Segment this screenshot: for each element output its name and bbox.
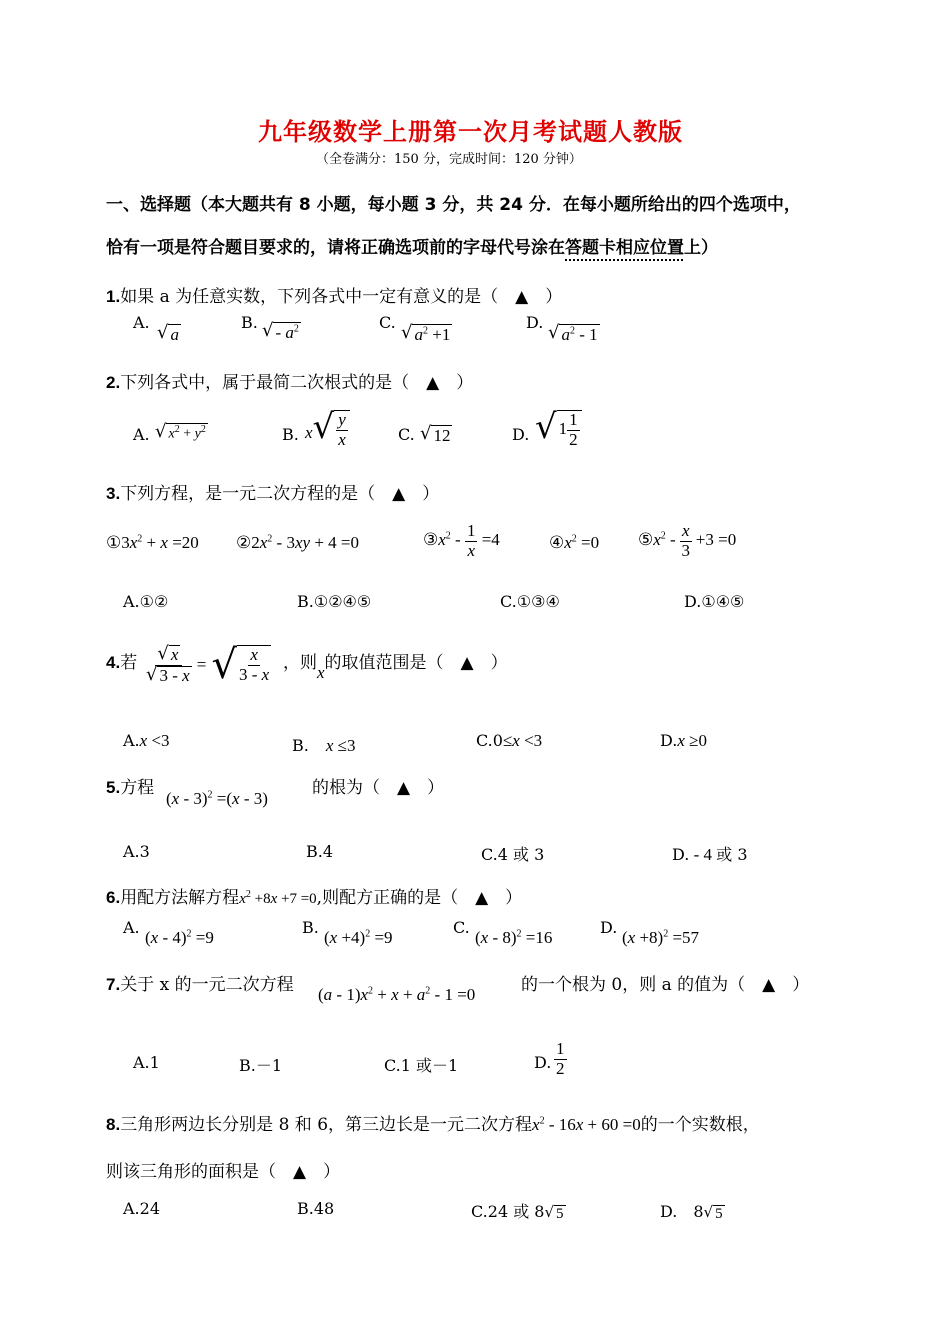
q5-option-b: B.4 bbox=[306, 842, 334, 861]
q8-option-d: D. 8 √ 5 bbox=[660, 1202, 723, 1222]
q4-option-a: A.x <3 bbox=[123, 731, 170, 750]
page-subtitle: （全卷满分：150 分，完成时间：120 分钟） bbox=[316, 152, 582, 167]
question-number: 4. bbox=[106, 653, 121, 672]
question-pre: 用配方法解方程 bbox=[120, 888, 240, 908]
q7-text: 的一个根为 0，则 a 的值为（ ▲ ） bbox=[521, 975, 810, 995]
q2-option-c-label: C. bbox=[398, 425, 415, 444]
question-2 bbox=[106, 368, 473, 393]
q4-option-c: C.0≤x <3 bbox=[476, 731, 543, 750]
q7-option-c: C.1 或－1 bbox=[384, 1056, 459, 1075]
q4-text: ，则x的取值范围是（ ▲ ） bbox=[283, 653, 508, 682]
q1-option-d-label: D. bbox=[526, 313, 544, 332]
section-heading-emphasis: 答题卡相应位置 bbox=[565, 238, 684, 258]
question-post: 的一个实数根， bbox=[640, 1115, 760, 1135]
q2-option-d-expr: √ 1 $\frac{1}{2}$ bbox=[535, 410, 582, 449]
question-pre: 方程 bbox=[120, 778, 155, 798]
q1-option-a-expr: √ a bbox=[157, 322, 179, 344]
q2-option-a-label: A. bbox=[133, 425, 150, 444]
q2-option-b-label: B. bbox=[282, 425, 299, 444]
question-8: 8.三角形两边长分别是 8 和 6，第三边长是一元二次方程$x^2 - 16x + 60 =0$的一个实数根， bbox=[106, 1115, 760, 1135]
q6-option-d-label: D. bbox=[600, 918, 618, 937]
section-heading-line1: 一、选择题（本大题共有 8 小题，每小题 3 分，共 24 分．在每小题所给出的四个选项中， bbox=[106, 195, 801, 215]
q6-option-a-expr: (x - 4)$^2$ =9 bbox=[145, 928, 214, 947]
q4-option-b: B. x ≤3 bbox=[292, 736, 356, 755]
question-text: 下列方程，是一元二次方程的是（ ▲ ） bbox=[120, 484, 440, 504]
question-number: 7. bbox=[106, 975, 121, 994]
q6-option-c-label: C. bbox=[453, 918, 470, 937]
circle-number: ④ bbox=[549, 533, 565, 552]
section-heading-line2 bbox=[106, 233, 718, 258]
circle-number: ② bbox=[236, 533, 252, 552]
q3-equation-1: $①3x^2 + x =20$ bbox=[106, 533, 199, 552]
q5-option-d: D. - 4 或 3 bbox=[672, 845, 748, 864]
q4-option-d: D.x ≥0 bbox=[660, 731, 707, 750]
section-heading-line2-b: 上） bbox=[684, 238, 718, 258]
q6-option-d-expr: $(x +8)^2 =57$ bbox=[622, 928, 700, 947]
q1-option-c-label: C. bbox=[379, 313, 396, 332]
question-text: 下列各式中，属于最简二次根式的是（ ▲ ） bbox=[120, 373, 474, 393]
circle-number: ⑤ bbox=[638, 530, 654, 550]
q7-equation: $(a - 1)x^2 + x + a^2 - 1 =0$ bbox=[318, 985, 476, 1004]
q2-option-c-expr: √ 12 bbox=[420, 423, 451, 445]
question-number: 6. bbox=[106, 888, 121, 907]
q3-option-a: A.①② bbox=[123, 592, 169, 611]
circle-number: ③ bbox=[423, 530, 439, 550]
q3-option-b: B.①②④⑤ bbox=[297, 592, 372, 611]
page-title: 九年级数学上册第一次月考试题人教版 bbox=[258, 117, 683, 146]
question-pre: 若 bbox=[120, 653, 138, 673]
q2-option-d-label: D. bbox=[512, 425, 530, 444]
q7-option-b: B.－1 bbox=[239, 1056, 283, 1075]
q6-option-c-expr: (x - 8)$^2$ =16 bbox=[475, 928, 553, 947]
question-text: 如果 a 为任意实数，下列各式中一定有意义的是（ ▲ ） bbox=[120, 287, 563, 307]
q8-option-c: C.24 或 8 √ 5 bbox=[471, 1202, 564, 1222]
question-post: 的取值范围是（ ▲ ） bbox=[324, 653, 508, 673]
q7-option-a: A.1 bbox=[133, 1053, 160, 1072]
question-pre: 关于 x 的一元二次方程 bbox=[120, 975, 294, 995]
question-1 bbox=[106, 282, 562, 307]
q1-option-d-expr: √ $a^2 - 1$ bbox=[548, 322, 598, 344]
q4-expression: √ x √ 3 - x = √ $\frac{x}{3 - x}$ bbox=[146, 642, 270, 689]
question-number: 8. bbox=[106, 1115, 121, 1134]
q3-equation-2: $②2x^2 - 3xy + 4 =0$ bbox=[236, 533, 359, 552]
question-7 bbox=[106, 970, 294, 995]
circle-number: ① bbox=[106, 533, 122, 552]
q2-option-b-expr: x √ $\frac{y}{x}$ bbox=[305, 410, 350, 449]
q3-equation-3: $③x^2$ - $\frac{1}{x}$ =4 bbox=[423, 521, 500, 560]
q1-option-b-label: B. bbox=[241, 313, 258, 332]
question-3 bbox=[106, 479, 439, 504]
question-mid: ，则 bbox=[283, 653, 317, 673]
question-pre: 三角形两边长分别是 8 和 6，第三边长是一元二次方程 bbox=[120, 1115, 533, 1135]
q1-option-c-expr: √ $a^2 +1$ bbox=[401, 322, 451, 344]
question-number: 2. bbox=[106, 373, 121, 392]
question-4 bbox=[106, 648, 137, 673]
question-number: 1. bbox=[106, 287, 121, 306]
question-5 bbox=[106, 773, 154, 798]
section-heading-line2-a: 恰有一项是符合题目要求的，请将正确选项前的字母代号涂在 bbox=[106, 238, 565, 258]
q6-option-b-label: B. bbox=[302, 918, 319, 937]
q1-option-a-label: A. bbox=[133, 313, 150, 332]
q3-equation-5: $⑤x^2$ - $\frac{x}{3}$ +3 =0 bbox=[638, 521, 737, 560]
q6-option-b-expr: $(x +4)^2 =9$ bbox=[324, 928, 393, 947]
q5-option-c: C.4 或 3 bbox=[481, 845, 545, 864]
q8-option-b: B.48 bbox=[297, 1199, 335, 1218]
q2-option-a-expr: √ $x^2 + y^2$ bbox=[155, 421, 206, 442]
question-number: 3. bbox=[106, 484, 121, 503]
q8-option-a: A.24 bbox=[123, 1199, 160, 1218]
q5-text: 的根为（ ▲ ） bbox=[312, 778, 445, 798]
q5-option-a: A.3 bbox=[123, 842, 150, 861]
question-number: 5. bbox=[106, 778, 121, 797]
q1-option-b-expr: √ - $a^2$ bbox=[262, 320, 299, 342]
q6-option-a-label: A. bbox=[123, 918, 140, 937]
q3-option-c: C.①③④ bbox=[500, 592, 560, 611]
q5-equation: (x - 3)$^2$ =(x - 3) bbox=[166, 789, 268, 808]
q3-option-d: D.①④⑤ bbox=[684, 592, 745, 611]
q7-option-d-label: D. bbox=[534, 1053, 552, 1072]
q8-line2: 则该三角形的面积是（ ▲ ） bbox=[106, 1162, 341, 1182]
question-post: ,则配方正确的是（ ▲ ） bbox=[316, 888, 523, 908]
q3-equation-4: $④x^2 =0$ bbox=[549, 533, 600, 552]
question-6: 6.用配方法解方程$x^2 +8x +7 =0$,则配方正确的是（ ▲ ） bbox=[106, 888, 523, 908]
q7-option-d-expr: $\frac{1}{2}$ bbox=[556, 1039, 565, 1078]
